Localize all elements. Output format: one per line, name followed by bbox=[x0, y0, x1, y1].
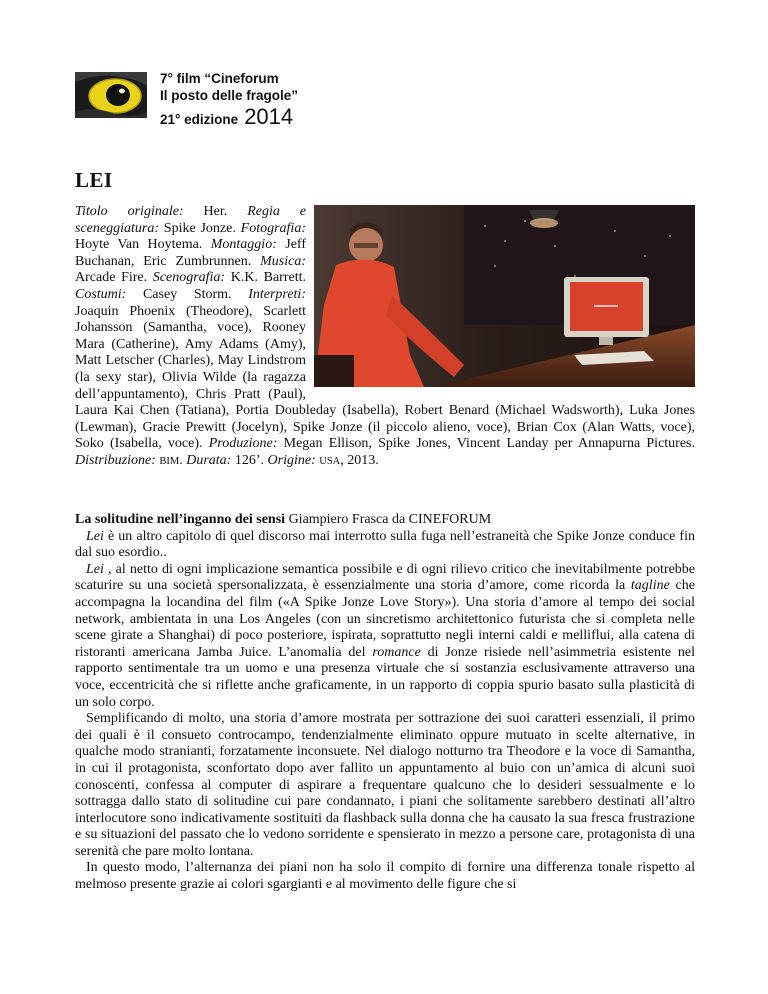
value-regia: Spike Jonze. bbox=[158, 220, 241, 236]
value-origine-year: , 2013. bbox=[340, 452, 379, 468]
label-fotografia: Fotografia: bbox=[240, 220, 306, 236]
header-line-2: Il posto delle fragole” bbox=[160, 88, 299, 103]
value-musica: Arcade Fire. bbox=[75, 270, 153, 286]
cineforum-logo bbox=[75, 72, 147, 118]
header-year: 2014 bbox=[244, 104, 294, 129]
cineforum-header bbox=[160, 70, 298, 128]
value-scenografia: K.K. Barrett. bbox=[225, 270, 307, 286]
review-article bbox=[75, 512, 695, 894]
italic-term: tagline bbox=[630, 578, 670, 594]
label-regia: Regia e sceneggiatura: bbox=[75, 204, 306, 236]
value-montaggio: Jeff Buchanan, Eric Zumbrunnen. bbox=[75, 237, 306, 269]
page-title: LEI bbox=[75, 168, 113, 192]
article-heading bbox=[75, 512, 695, 529]
value-titolo: Her. bbox=[183, 204, 248, 219]
label-scenografia: Scenografia: bbox=[152, 270, 226, 286]
film-title-ref: Lei bbox=[86, 561, 104, 577]
label-montaggio: Montaggio: bbox=[210, 237, 277, 253]
owl-eye-icon bbox=[75, 72, 147, 118]
value-durata: 126’. bbox=[231, 452, 268, 468]
article-title: La solitudine nell’inganno dei sensi bbox=[75, 512, 286, 527]
paragraph-text: , al netto di ogni implicazione semantica possibile e di ogni rilievo critico che inevitabilmente potrebbe scaturire su una società spersonalizzata, è essenzialmente una storia d’amore, come ricorda la bbox=[75, 561, 695, 594]
label-origine: Origine: bbox=[267, 452, 316, 468]
label-durata: Durata: bbox=[186, 452, 232, 468]
article-paragraph-2 bbox=[75, 562, 695, 711]
paragraph-text: che accompagna la locandina del film («A Spike Jonze Love Story»). Una storia d’amore al tempo dei social network, ambientata in una Los Angeles (con un sincretismo architettonico futurista che si completa nelle scene girate a Shanghai) di poco posteriore, ispirata, soprattutto negli interni caldi e melliflui, alla catena di ristoranti americana Jamba Juice. L’anomalia del bbox=[75, 578, 695, 660]
value-produzione: Megan Ellison, Spike Jones, Vincent Landay per Annapurna Pictures. bbox=[277, 436, 695, 452]
label-costumi: Costumi: bbox=[75, 286, 127, 302]
label-distribuzione: Distribuzione: bbox=[75, 452, 156, 468]
label-musica: Musica: bbox=[260, 253, 306, 269]
paragraph-text: di Jonze risiede nell’asimmetria esistente nel rapporto sentimentale tra un uomo e una presenza virtuale che si sostanzia esclusivamente attraverso una voce, eccentricità che si riflette anche graficamente, in un rapporto di coppia spurio basato sulla plasticità di un solo corpo. bbox=[75, 644, 695, 710]
article-byline: Giampiero Frasca da CINEFORUM bbox=[285, 512, 492, 527]
header-line-1: 7° film “Cineforum bbox=[160, 71, 279, 86]
article-paragraph-3: Semplificando di molto, una storia d’amore mostrata per sottrazione dei suoi caratteri essenziali, il primo dei quali è il consueto controcampo, tendenzialmente eliminato oppure mutuato in scelte alternative, in qualche modo stranianti, forzatamente inconsuete. Nel dialogo notturno tra Theodore e la voce di Samantha, in cui il protagonista, sconfortato dopo aver fallito un appuntamento al buio con un’amica di alcuni suoi conoscenti, confessa al computer di aspirare a frequentare qualcuno che lo desideri sessualmente e lo sottragga dallo stato di solitudine cui pare condannato, i piani che solitamente sarebbero destinati all’altro interlocutore sono indicativamente sostituiti da flashback sulla donna che ha causato la sua fresca frustrazione e su situazioni del passato che lo vedono sorridente e spensierato in mezzo a persone care, protagonista di una serenità che pare molto lontana. bbox=[75, 711, 695, 859]
article-paragraph-1 bbox=[75, 529, 695, 562]
value-distribuzione: BIM bbox=[159, 455, 180, 467]
value-costumi: Casey Storm. bbox=[126, 286, 249, 302]
film-still-image bbox=[314, 205, 695, 387]
value-origine: USA bbox=[319, 455, 341, 467]
italic-term: romance bbox=[372, 644, 421, 660]
label-interpreti: Interpreti: bbox=[248, 286, 306, 302]
label-produzione: Produzione: bbox=[208, 436, 278, 452]
header-edition: 21° edizione bbox=[160, 112, 239, 127]
paragraph-text: è un altro capitolo di quel discorso mai interrotto sulla fuga nell’estraneità che Spike Jonze conduce fin dal suo esordio.. bbox=[75, 528, 695, 561]
article-paragraph-4: In questo modo, l’alternanza dei piani non ha solo il compito di fornire una differenza tonale rispetto al melmoso presente grazie ai colori sgargianti e al movimento delle figure che si bbox=[75, 860, 695, 893]
value-fotografia: Hoyte Van Hoytema. bbox=[75, 237, 211, 253]
value-interpreti: Joaquin Phoenix (Theodore), Scarlett Johansson (Samantha, voce), Rooney Mara (Catherine), Amy Adams (Amy), Matt Letscher (Charles), May Lindstrom (la sexy star), Olivia Wilde (la ragazza dell’appuntamento), Chris Pratt (Paul), Laura Kai Chen (Tatiana), Portia Doubleday (Isabella), Robert Benard (Michael Wadsworth), Luka Jones (Lewman), Gracie Prewitt (Jocelyn), Spike Jonze (il piccolo alieno, voce), Brian Cox (Alan Watts, voce), Soko (Isabella, voce). bbox=[75, 303, 695, 452]
label-titolo: Titolo originale: bbox=[75, 204, 184, 219]
film-title-ref: Lei bbox=[86, 528, 104, 544]
film-credits: Titolo originale: Her. Regia e sceneggiatura: Spike Jonze. Fotografia: Hoyte Van Hoytema. Montaggio: Jeff Buchanan, Eric Zumbrunnen. Musica: Arcade Fire. Scenografia: K.K. Barrett. Costumi: Casey Storm. Interpreti: Joaquin Phoenix (Theodore), Scarlett Johansson (Samantha, voce), Rooney Mara (Catherine), Amy Adams (Amy), Matt Letscher (Charles), May Lindstrom (la sexy star), Olivia Wilde (la ragazza dell’appuntamento), Chris Pratt (Paul), Laura Kai Chen (Tatiana), Portia Doubleday (Isabella), Robert Benard (Michael Wadsworth), Luka Jones (Lewman), Gracie Prewitt (Jocelyn), Spike Jonze (il piccolo alieno, voce), Brian Cox (Alan Watts, voce), Soko (Isabella, voce). Produzione: Megan Ellison, Spike Jones, Vincent Landay per Annapurna Pictures. Distribuzione: BIM. Durata: 126’. Origine: USA, 2013. bbox=[75, 204, 695, 468]
